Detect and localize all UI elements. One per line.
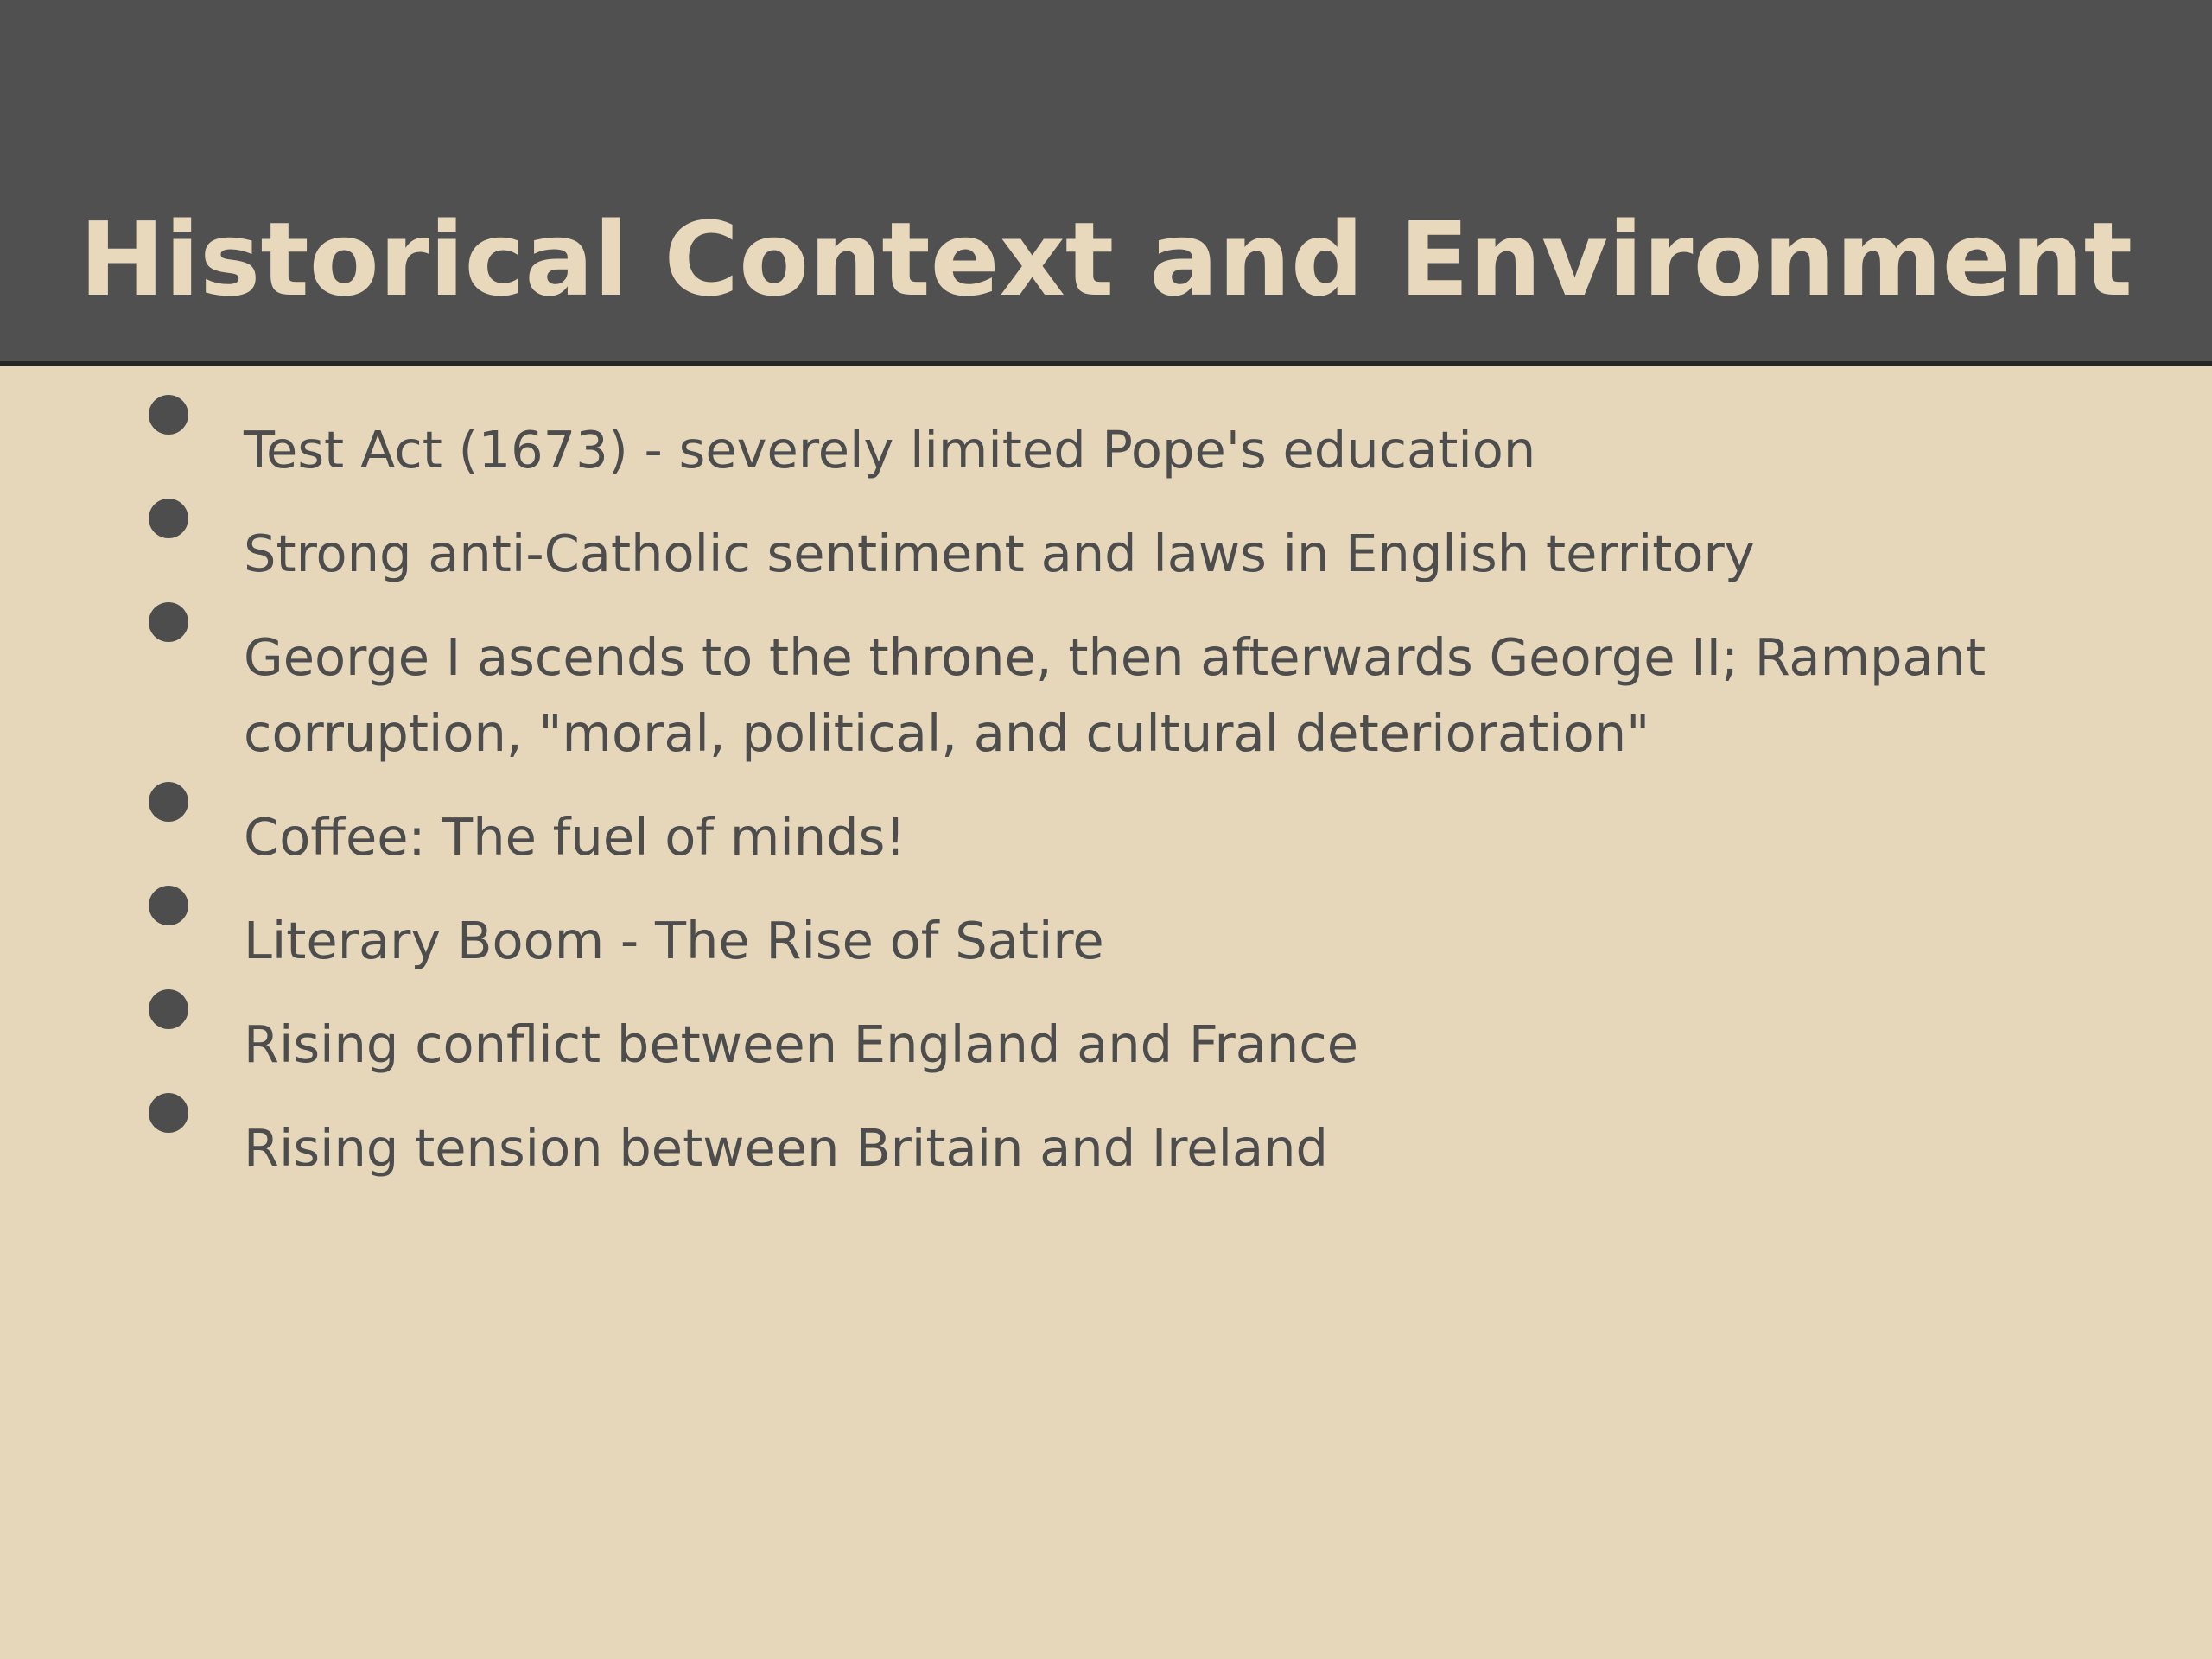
bullet-dot-icon (149, 602, 188, 642)
bullet-item (0, 979, 2212, 1083)
bullet-text: Rising tension between Britain and Ireland (244, 1118, 1328, 1178)
title-bar (0, 0, 2212, 366)
bullet-list (0, 385, 2212, 1186)
bullet-item (0, 488, 2212, 592)
bullet-text: Test Act (1673) - severely limited Pope's education (244, 420, 1536, 480)
bullet-item (0, 1083, 2212, 1186)
bullet-item (0, 592, 2212, 772)
slide-title: Historical Context and Environment (79, 200, 2133, 319)
bullet-text: George I ascends to the throne, then afterwards George II; Rampant corruption, "moral, political, and cultural deterioration" (244, 627, 1986, 763)
bullet-dot-icon (149, 395, 188, 435)
bullet-item (0, 875, 2212, 979)
bullet-dot-icon (149, 499, 188, 538)
bullet-item (0, 385, 2212, 488)
bullet-dot-icon (149, 782, 188, 822)
bullet-dot-icon (149, 1093, 188, 1133)
bullet-text: Strong anti-Catholic sentiment and laws in English territory (244, 524, 1755, 583)
bullet-text: Rising conflict between England and France (244, 1014, 1359, 1074)
bullet-dot-icon (149, 886, 188, 925)
bullet-text: Coffee: The fuel of minds! (244, 807, 906, 867)
bullet-text: Literary Boom - The Rise of Satire (244, 911, 1104, 970)
bullet-item (0, 772, 2212, 875)
bullet-dot-icon (149, 989, 188, 1029)
